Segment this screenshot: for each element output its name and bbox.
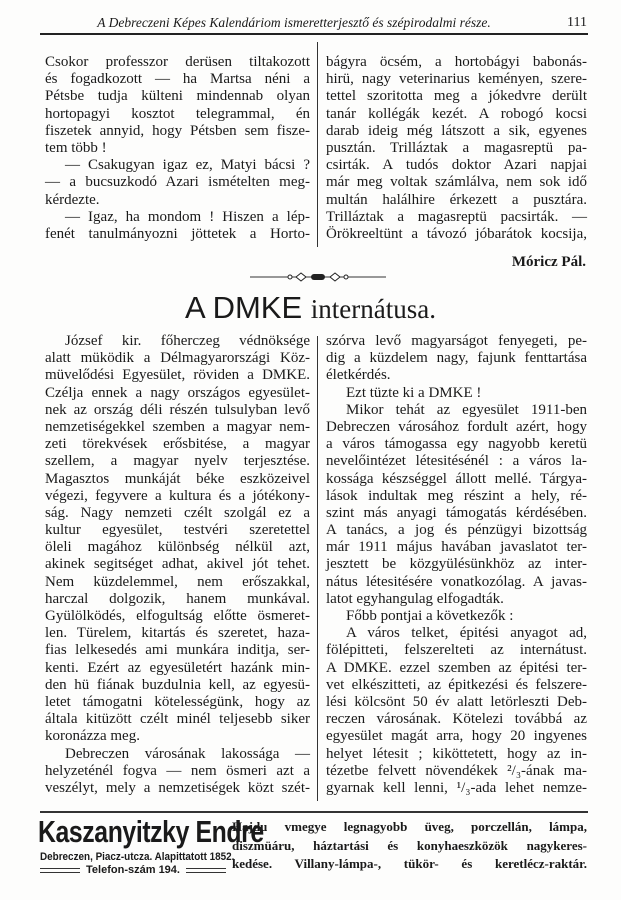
text-line: A DMKE. ezzel szemben az épitési ter- <box>326 659 587 676</box>
article-title <box>0 290 621 326</box>
text-line: multán halálhire érkezett a pusztára. <box>326 191 587 208</box>
advertiser-name: Kaszanyitzky Endre <box>38 814 264 849</box>
text-line: csirták. A tudós doktor Azari napjai <box>326 157 587 174</box>
text-line: szint más anyagi támogatás kérdésében. <box>326 504 587 521</box>
text-line: ság. Nagy nemzeti czélt szolgál ez a <box>45 504 310 521</box>
text-line: Magasztos munkáját béke eszközeivel <box>45 470 310 487</box>
text-line: Debreczen városához fordult azért, hogy <box>326 418 587 435</box>
text-line: nevelőintézet létesitésénél : a város la- <box>326 453 587 470</box>
text-line: fenét tanulmányozni jöttetek a Horto- <box>45 225 310 242</box>
text-line: alatt müködik a Délmagyarországi Köz- <box>45 350 310 367</box>
text-line: letet támogatni kötelességünk, hogy az <box>45 693 310 710</box>
text-line: — Csakugyan igaz ez, Matyi bácsi ? <box>65 157 310 174</box>
column-divider <box>317 336 318 801</box>
text-line: életkérdés. <box>326 367 391 384</box>
double-rule <box>186 868 226 873</box>
article-left-column <box>45 333 310 797</box>
text-line: den hü fiának buzdulnia kell, az egyesü- <box>45 676 310 693</box>
text-line: nek az ország déli részén tulsulyban levő <box>45 401 310 418</box>
text-line: bágyra öcsém, a hortobágyi babonás- <box>326 54 587 70</box>
text-line: tanár kollégák kezét. A robogó kocsi <box>326 105 587 122</box>
text-line: lások indultak meg részint a hely, ré- <box>326 487 587 504</box>
text-line: Ezt tüzte ki a DMKE ! <box>346 384 482 401</box>
text-line: len. Türelem, kitartás és szeretet, haza- <box>45 625 310 642</box>
text-line: veszélyt, mely a nemzetiségek közt szét- <box>45 779 310 796</box>
text-line: kenti. Ezért az egyesületért hazánk min- <box>45 659 310 676</box>
text-line: tézetbe felvett növendékek ²/₃-ának ma- <box>326 762 587 779</box>
story-left-column <box>45 54 310 243</box>
text-line: nátus létesitésére vonatkozólag. A javas- <box>326 573 587 590</box>
text-line: Mikor tehát az egyesület 1911-ben <box>346 401 587 418</box>
text-line: harczal dolgozik, hanem munkával. <box>45 590 310 607</box>
text-line: kossága készséggel állott mellé. Tárgya- <box>326 470 587 487</box>
text-line: pusztán. Trilláztak a magasreptü pa- <box>326 139 587 156</box>
text-line: öleli magához különbség nélkül azt, <box>45 539 310 556</box>
text-line: már meg voltak számlálva, nem sok idő <box>326 174 587 191</box>
column-divider <box>317 42 318 247</box>
ornament-divider <box>250 270 386 284</box>
text-line: fias lelkesedés ami munkára inditja, ser- <box>45 642 310 659</box>
text-line: koronázza meg. <box>45 728 140 745</box>
text-line: A város telket, épitési anyagot ad, <box>346 625 587 642</box>
text-line: jesztett be közgyülésünkhöz az inter- <box>326 556 587 573</box>
advertisement-text <box>232 818 587 874</box>
article-right-column <box>326 333 587 797</box>
text-line: hortopagyi kosztot telegrammal, én <box>45 105 310 122</box>
text-line: Örökreeltünt a távozó jóbarátok kocsija, <box>326 225 587 242</box>
running-head: A Debreczeni Képes Kalendáriom ismeretterjesztő és szépirodalmi része. <box>97 15 491 30</box>
text-line: József kir. főherczeg védnöksége <box>65 333 310 349</box>
text-line: már 1911 május havában javaslatot ter- <box>326 539 587 556</box>
text-line: Gyülölködés, elfogultság előtte ösmeret- <box>45 608 310 624</box>
advertiser-address: Debreczen, Piacz-utcza. Alapittatott 1852. <box>40 851 235 863</box>
advertisement-rule <box>40 811 588 813</box>
text-line: tem több ! <box>45 139 107 156</box>
text-line: Trilláztak a magasreptü pacsirták. — <box>326 208 587 225</box>
text-line: lési kölcsönt 50 év alatt letörleszti Deb- <box>326 693 587 710</box>
text-line: szórva levő magyarságot fenyegeti, pe- <box>326 333 587 349</box>
text-line: kultur egyesület, testvéri szeretettel <box>45 522 310 539</box>
double-rule <box>40 868 80 873</box>
text-line: egyesület magát arra, hogy 20 ingyenes <box>326 728 587 745</box>
text-line: latot egyhangulag elfogadták. <box>326 590 504 607</box>
text-line: a város támogassa egy nagyobb keretü <box>326 436 587 453</box>
text-line: akinek segitséget adhat, akivel jót tehet. <box>45 556 310 573</box>
text-line: gyarnak kell lenni, ¹/₃-ada lehet nemze- <box>326 779 587 796</box>
text-line: Czélja ennek a nagy országos egyesület- <box>45 384 310 401</box>
text-line: dig a küzdelem nagy, fajunk fenttartása <box>326 350 587 367</box>
article-title-main: A DMKE <box>185 290 303 325</box>
text-line: helyzeténél fogva — nem ösmeri azt a <box>45 762 310 779</box>
text-line: és fogadkozott — ha Martsa néni a <box>45 71 310 88</box>
text-line: Hajdu vmegye legnagyobb üveg, porczellán, lámpa, <box>232 819 587 834</box>
text-line: nemzetiségekkel szemben a magyar nem- <box>45 418 310 435</box>
text-line: végezi, fegyvere a kultura és a jótékony- <box>45 487 310 504</box>
text-line: tettel szoritotta meg a jókedvre derült <box>326 88 587 105</box>
text-line: A tanács, a jog és pénzügyi bizottság <box>326 522 587 539</box>
text-line: müvelődési Egyesület, röviden a DMKE. <box>45 367 310 384</box>
text-line: darab ideig még látszott a sik, egyenes <box>326 122 587 139</box>
text-line: fölépitteti, felszerelteti az internátust. <box>326 642 587 659</box>
advertiser-phone-row <box>40 864 226 876</box>
text-line: Debreczen városának lakossága — <box>65 745 310 762</box>
page-number: 111 <box>567 15 587 30</box>
author-signature: Móricz Pál. <box>511 254 586 270</box>
text-line: kedése. Villany-lámpa-, tükör- és keretlécz-raktár. <box>232 856 587 871</box>
text-line: zeti törekvések erősbitése, a magyar <box>45 436 310 453</box>
article-title-rest: internátusa. <box>310 294 436 324</box>
text-line: Főbb pontjai a következők : <box>346 608 514 624</box>
text-line: Pétsbe tudja külteni mindennab olyan <box>45 88 310 105</box>
text-line: diszmüáru, háztartási és konyhaeszközök nagykeres- <box>232 837 587 853</box>
text-line: kérdezte. <box>45 191 100 208</box>
text-line: általa kitüzött czélt minél teljesebb siker <box>45 711 310 728</box>
text-line: szellem, a magyar nyelv terjesztése. <box>45 453 310 470</box>
text-line: vet elkészitteti, az épitkezési és felszere- <box>326 676 587 693</box>
text-line: Nem küzdelemmel, nem erőszakkal, <box>45 573 310 590</box>
advertiser-phone: Telefon-szám 194. <box>86 864 180 876</box>
text-line: — Igaz, ha mondom ! Hiszen a lép- <box>65 208 310 225</box>
text-line: hirü, nagy veterinarius keményen, szere- <box>326 71 587 88</box>
text-line: Csokor professzor derüsen tiltakozott <box>45 54 310 70</box>
text-line: reczen városának. Kötelezi továbbá az <box>326 711 587 728</box>
text-line: — a bucsuzkodó Azari ismételten meg- <box>45 174 310 191</box>
header-rule <box>40 33 588 35</box>
story-right-column <box>326 54 587 243</box>
text-line: fiszetek annyid, hogy Pétsben sem fisze- <box>45 122 310 139</box>
text-line: helyet létesit ; kiköttetett, hogy az in- <box>326 745 587 762</box>
